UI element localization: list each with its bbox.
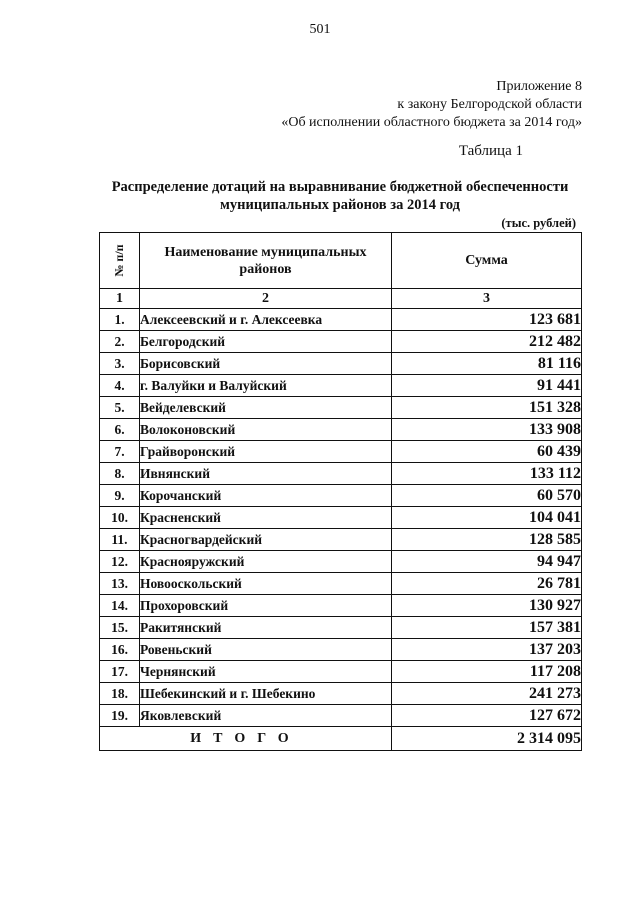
district-name: Волоконовский xyxy=(140,419,392,441)
subsidy-amount: 81 116 xyxy=(392,353,582,375)
table-header-row xyxy=(100,233,582,289)
table-row xyxy=(100,683,582,705)
district-name: Борисовский xyxy=(140,353,392,375)
subsidy-amount: 94 947 xyxy=(392,551,582,573)
subsidy-amount: 212 482 xyxy=(392,331,582,353)
column-index-row xyxy=(100,289,582,309)
column-index-1: 1 xyxy=(100,289,140,309)
subsidy-amount: 60 570 xyxy=(392,485,582,507)
subsidy-amount: 151 328 xyxy=(392,397,582,419)
appendix-line-1: Приложение 8 xyxy=(496,79,582,94)
row-number: 19. xyxy=(100,705,140,727)
table-row xyxy=(100,661,582,683)
subsidy-amount: 123 681 xyxy=(392,309,582,331)
row-number: 9. xyxy=(100,485,140,507)
column-header-name: Наименование муниципальных районов xyxy=(140,233,392,289)
units-note: (тыс. рублей) xyxy=(501,216,576,230)
column-header-number-label: № п/п xyxy=(112,244,126,277)
table-label: Таблица 1 xyxy=(458,143,523,159)
table-row xyxy=(100,529,582,551)
page-number: 501 xyxy=(309,22,331,37)
row-number: 14. xyxy=(100,595,140,617)
row-number: 10. xyxy=(100,507,140,529)
table-row xyxy=(100,551,582,573)
table-row xyxy=(100,463,582,485)
table-body xyxy=(100,309,582,727)
appendix-line-3: «Об исполнении областного бюджета за 2014 год» xyxy=(281,115,582,130)
district-name: Красненский xyxy=(140,507,392,529)
subsidy-table xyxy=(99,232,582,751)
table-row xyxy=(100,617,582,639)
row-number: 18. xyxy=(100,683,140,705)
subsidy-amount: 157 381 xyxy=(392,617,582,639)
row-number: 17. xyxy=(100,661,140,683)
total-row xyxy=(100,727,582,751)
district-name: Корочанский xyxy=(140,485,392,507)
district-name: Чернянский xyxy=(140,661,392,683)
column-header-sum: Сумма xyxy=(392,233,582,289)
subsidy-amount: 60 439 xyxy=(392,441,582,463)
table-row xyxy=(100,507,582,529)
subsidy-amount: 130 927 xyxy=(392,595,582,617)
row-number: 16. xyxy=(100,639,140,661)
table-row xyxy=(100,573,582,595)
column-index-2: 2 xyxy=(140,289,392,309)
table-row xyxy=(100,309,582,331)
subsidy-amount: 117 208 xyxy=(392,661,582,683)
district-name: Белгородский xyxy=(140,331,392,353)
column-header-number xyxy=(100,233,140,289)
district-name: Красногвардейский xyxy=(140,529,392,551)
subsidy-amount: 128 585 xyxy=(392,529,582,551)
appendix-line-2: к закону Белгородской области xyxy=(397,97,582,112)
table-row xyxy=(100,331,582,353)
row-number: 2. xyxy=(100,331,140,353)
table-row xyxy=(100,639,582,661)
district-name: Яковлевский xyxy=(140,705,392,727)
district-name: Вейделевский xyxy=(140,397,392,419)
table-row xyxy=(100,595,582,617)
subsidy-amount: 127 672 xyxy=(392,705,582,727)
title-line-2: муниципальных районов за 2014 год xyxy=(220,197,460,213)
subsidy-amount: 26 781 xyxy=(392,573,582,595)
subsidy-amount: 241 273 xyxy=(392,683,582,705)
document-title xyxy=(0,178,640,214)
district-name: Прохоровский xyxy=(140,595,392,617)
district-name: Краснояружский xyxy=(140,551,392,573)
row-number: 11. xyxy=(100,529,140,551)
row-number: 15. xyxy=(100,617,140,639)
district-name: Шебекинский и г. Шебекино xyxy=(140,683,392,705)
row-number: 7. xyxy=(100,441,140,463)
table-row xyxy=(100,705,582,727)
total-label: ИТОГО xyxy=(100,727,392,751)
row-number: 13. xyxy=(100,573,140,595)
column-index-3: 3 xyxy=(392,289,582,309)
district-name: Ракитянский xyxy=(140,617,392,639)
row-number: 1. xyxy=(100,309,140,331)
district-name: Новооскольский xyxy=(140,573,392,595)
table-row xyxy=(100,353,582,375)
row-number: 3. xyxy=(100,353,140,375)
district-name: Алексеевский и г. Алексеевка xyxy=(140,309,392,331)
subsidy-amount: 133 112 xyxy=(392,463,582,485)
row-number: 5. xyxy=(100,397,140,419)
row-number: 4. xyxy=(100,375,140,397)
table-row xyxy=(100,419,582,441)
subsidy-amount: 133 908 xyxy=(392,419,582,441)
subsidy-amount: 91 441 xyxy=(392,375,582,397)
row-number: 12. xyxy=(100,551,140,573)
subsidy-amount: 137 203 xyxy=(392,639,582,661)
title-line-1: Распределение дотаций на выравнивание бюджетной обеспеченности xyxy=(111,179,569,195)
district-name: Ивнянский xyxy=(140,463,392,485)
appendix-header xyxy=(281,78,582,132)
table-row xyxy=(100,441,582,463)
subsidy-amount: 104 041 xyxy=(392,507,582,529)
row-number: 6. xyxy=(100,419,140,441)
district-name: Грайворонский xyxy=(140,441,392,463)
district-name: Ровеньский xyxy=(140,639,392,661)
row-number: 8. xyxy=(100,463,140,485)
table-row xyxy=(100,397,582,419)
district-name: г. Валуйки и Валуйский xyxy=(140,375,392,397)
table-row xyxy=(100,375,582,397)
total-amount: 2 314 095 xyxy=(392,727,582,751)
table-row xyxy=(100,485,582,507)
